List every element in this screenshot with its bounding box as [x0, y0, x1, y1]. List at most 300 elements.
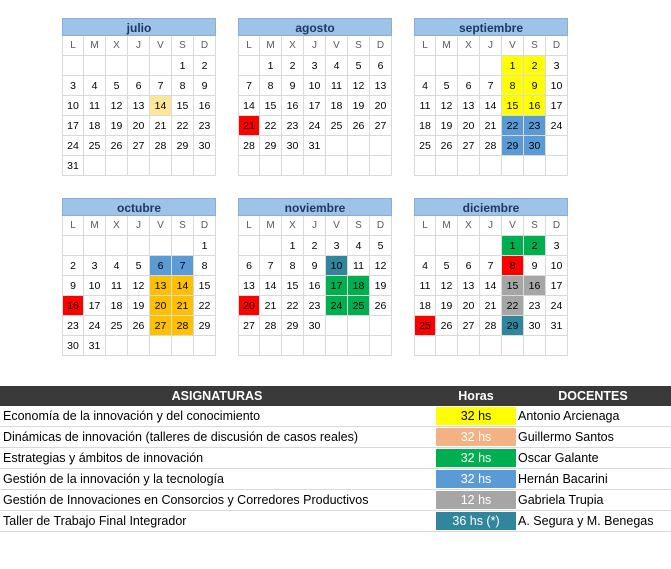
- day-cell: 20: [370, 96, 392, 116]
- day-cell: 28: [238, 136, 260, 156]
- empty-cell: [414, 156, 436, 176]
- empty-cell: [238, 156, 260, 176]
- day-cell: 21: [150, 116, 172, 136]
- day-cell: 13: [458, 276, 480, 296]
- day-cell: 13: [370, 76, 392, 96]
- day-cell: 11: [414, 96, 436, 116]
- empty-cell: [436, 236, 458, 256]
- day-cell: 22: [502, 296, 524, 316]
- weekday-header: L: [62, 36, 84, 56]
- day-cell: 5: [370, 236, 392, 256]
- weekday-header: M: [84, 36, 106, 56]
- empty-cell: [524, 156, 546, 176]
- day-cell: 6: [238, 256, 260, 276]
- empty-cell: [546, 156, 568, 176]
- day-cell: 6: [458, 76, 480, 96]
- day-cell: 2: [524, 236, 546, 256]
- day-cell: 24: [546, 116, 568, 136]
- day-cell: 17: [326, 276, 348, 296]
- day-cell: 30: [62, 336, 84, 356]
- weekday-header: M: [436, 216, 458, 236]
- day-cell: 23: [524, 296, 546, 316]
- weekday-header: L: [238, 216, 260, 236]
- month-noviembre: [238, 198, 392, 356]
- weekday-header: S: [524, 216, 546, 236]
- subject-row: [0, 469, 671, 490]
- empty-cell: [304, 336, 326, 356]
- day-cell: 27: [458, 316, 480, 336]
- day-cell: 26: [436, 136, 458, 156]
- day-cell: 8: [502, 76, 524, 96]
- day-cell: 25: [348, 296, 370, 316]
- empty-cell: [106, 236, 128, 256]
- empty-cell: [458, 336, 480, 356]
- header-subjects: ASIGNATURAS: [171, 389, 263, 403]
- day-cell: 25: [326, 116, 348, 136]
- day-cell: 31: [304, 136, 326, 156]
- day-cell: 30: [282, 136, 304, 156]
- day-cell: 29: [502, 316, 524, 336]
- empty-cell: [172, 156, 194, 176]
- weekday-header: L: [414, 216, 436, 236]
- month-title: noviembre: [238, 198, 392, 216]
- month-grid: [414, 216, 568, 356]
- day-cell: 19: [436, 116, 458, 136]
- day-cell: 19: [128, 296, 150, 316]
- weekday-header: V: [502, 216, 524, 236]
- day-cell: 4: [106, 256, 128, 276]
- day-cell: 8: [502, 256, 524, 276]
- empty-cell: [128, 56, 150, 76]
- subject-name: Dinámicas de innovación (talleres de discusión de casos reales): [3, 430, 359, 444]
- day-cell: 17: [62, 116, 84, 136]
- day-cell: 9: [62, 276, 84, 296]
- empty-cell: [370, 156, 392, 176]
- empty-cell: [128, 336, 150, 356]
- day-cell: 14: [480, 96, 502, 116]
- day-cell: 3: [326, 236, 348, 256]
- subject-hours: 32 hs: [436, 407, 516, 425]
- day-cell: 20: [238, 296, 260, 316]
- empty-cell: [458, 236, 480, 256]
- month-grid: [62, 216, 216, 356]
- weekday-header: S: [172, 36, 194, 56]
- day-cell: 9: [524, 76, 546, 96]
- empty-cell: [348, 136, 370, 156]
- day-cell: 15: [172, 96, 194, 116]
- month-grid: [238, 216, 392, 356]
- empty-cell: [304, 156, 326, 176]
- subject-teacher: A. Segura y M. Benegas: [518, 514, 654, 528]
- subject-name: Estrategias y ámbitos de innovación: [3, 451, 204, 465]
- weekday-header: S: [172, 216, 194, 236]
- day-cell: 13: [238, 276, 260, 296]
- empty-cell: [502, 156, 524, 176]
- weekday-header: D: [370, 36, 392, 56]
- empty-cell: [414, 236, 436, 256]
- day-cell: 24: [546, 296, 568, 316]
- weekday-header: M: [436, 36, 458, 56]
- day-cell: 29: [282, 316, 304, 336]
- day-cell: 7: [480, 256, 502, 276]
- day-cell: 4: [348, 236, 370, 256]
- month-octubre: [62, 198, 216, 356]
- day-cell: 22: [194, 296, 216, 316]
- day-cell: 14: [480, 276, 502, 296]
- subject-row: [0, 406, 671, 427]
- day-cell: 13: [128, 96, 150, 116]
- empty-cell: [414, 336, 436, 356]
- day-cell: 15: [260, 96, 282, 116]
- day-cell: 7: [480, 76, 502, 96]
- empty-cell: [106, 156, 128, 176]
- day-cell: 3: [62, 76, 84, 96]
- month-grid: [414, 36, 568, 176]
- empty-cell: [502, 336, 524, 356]
- empty-cell: [194, 156, 216, 176]
- subject-row: [0, 490, 671, 511]
- day-cell: 12: [436, 96, 458, 116]
- empty-cell: [260, 156, 282, 176]
- day-cell: 12: [436, 276, 458, 296]
- day-cell: 7: [150, 76, 172, 96]
- day-cell: 1: [260, 56, 282, 76]
- day-cell: 20: [458, 296, 480, 316]
- day-cell: 30: [194, 136, 216, 156]
- subject-name: Gestión de la innovación y la tecnología: [3, 472, 224, 486]
- empty-cell: [150, 56, 172, 76]
- subject-hours: 12 hs: [436, 491, 516, 509]
- empty-cell: [480, 336, 502, 356]
- weekday-header: X: [106, 36, 128, 56]
- weekday-header: L: [62, 216, 84, 236]
- day-cell: 29: [260, 136, 282, 156]
- day-cell: 23: [194, 116, 216, 136]
- empty-cell: [326, 316, 348, 336]
- empty-cell: [370, 316, 392, 336]
- day-cell: 12: [348, 76, 370, 96]
- month-title: julio: [62, 18, 216, 36]
- weekday-header: X: [458, 216, 480, 236]
- day-cell: 26: [348, 116, 370, 136]
- day-cell: 16: [524, 276, 546, 296]
- day-cell: 7: [260, 256, 282, 276]
- day-cell: 21: [260, 296, 282, 316]
- weekday-header: M: [260, 36, 282, 56]
- weekday-header: J: [304, 36, 326, 56]
- day-cell: 10: [546, 76, 568, 96]
- subject-name: Economía de la innovación y del conocimiento: [3, 409, 261, 423]
- day-cell: 1: [194, 236, 216, 256]
- subject-teacher: Hernán Bacarini: [518, 472, 608, 486]
- month-title: agosto: [238, 18, 392, 36]
- day-cell: 11: [106, 276, 128, 296]
- day-cell: 29: [172, 136, 194, 156]
- weekday-header: V: [150, 216, 172, 236]
- empty-cell: [458, 56, 480, 76]
- weekday-header: J: [128, 216, 150, 236]
- day-cell: 28: [260, 316, 282, 336]
- month-grid: [62, 36, 216, 176]
- day-cell: 4: [84, 76, 106, 96]
- month-agosto: [238, 18, 392, 176]
- day-cell: 19: [436, 296, 458, 316]
- weekday-header: M: [84, 216, 106, 236]
- empty-cell: [326, 156, 348, 176]
- day-cell: 23: [62, 316, 84, 336]
- day-cell: 20: [150, 296, 172, 316]
- day-cell: 27: [128, 136, 150, 156]
- day-cell: 29: [502, 136, 524, 156]
- day-cell: 12: [370, 256, 392, 276]
- empty-cell: [128, 156, 150, 176]
- day-cell: 11: [84, 96, 106, 116]
- day-cell: 15: [282, 276, 304, 296]
- day-cell: 4: [326, 56, 348, 76]
- header-hours: Horas: [458, 389, 494, 403]
- day-cell: 15: [194, 276, 216, 296]
- subject-row: [0, 511, 671, 532]
- day-cell: 24: [326, 296, 348, 316]
- day-cell: 9: [194, 76, 216, 96]
- subject-row: [0, 427, 671, 448]
- day-cell: 5: [436, 256, 458, 276]
- subjects-table: [0, 386, 671, 532]
- day-cell: 10: [84, 276, 106, 296]
- month-title: octubre: [62, 198, 216, 216]
- day-cell: 5: [106, 76, 128, 96]
- subject-hours: 32 hs: [436, 449, 516, 467]
- day-cell: 20: [458, 116, 480, 136]
- weekday-header: J: [480, 36, 502, 56]
- day-cell: 29: [194, 316, 216, 336]
- weekday-header: J: [128, 36, 150, 56]
- day-cell: 19: [348, 96, 370, 116]
- day-cell: 18: [414, 296, 436, 316]
- day-cell: 9: [282, 76, 304, 96]
- day-cell: 22: [282, 296, 304, 316]
- weekday-header: D: [194, 216, 216, 236]
- day-cell: 18: [106, 296, 128, 316]
- month-title: septiembre: [414, 18, 568, 36]
- day-cell: 17: [304, 96, 326, 116]
- day-cell: 23: [524, 116, 546, 136]
- day-cell: 27: [370, 116, 392, 136]
- empty-cell: [326, 136, 348, 156]
- empty-cell: [348, 336, 370, 356]
- weekday-header: L: [414, 36, 436, 56]
- day-cell: 12: [128, 276, 150, 296]
- day-cell: 10: [62, 96, 84, 116]
- month-diciembre: [414, 198, 568, 356]
- day-cell: 1: [282, 236, 304, 256]
- weekday-header: X: [282, 216, 304, 236]
- day-cell: 14: [150, 96, 172, 116]
- day-cell: 3: [546, 56, 568, 76]
- empty-cell: [458, 156, 480, 176]
- weekday-header: J: [304, 216, 326, 236]
- day-cell: 14: [238, 96, 260, 116]
- empty-cell: [436, 336, 458, 356]
- day-cell: 9: [304, 256, 326, 276]
- day-cell: 10: [546, 256, 568, 276]
- day-cell: 26: [128, 316, 150, 336]
- subject-hours: 32 hs: [436, 470, 516, 488]
- day-cell: 8: [260, 76, 282, 96]
- subject-hours: 32 hs: [436, 428, 516, 446]
- day-cell: 1: [502, 56, 524, 76]
- empty-cell: [524, 336, 546, 356]
- empty-cell: [436, 156, 458, 176]
- day-cell: 21: [172, 296, 194, 316]
- empty-cell: [194, 336, 216, 356]
- empty-cell: [546, 336, 568, 356]
- weekday-header: S: [524, 36, 546, 56]
- day-cell: 22: [260, 116, 282, 136]
- day-cell: 5: [348, 56, 370, 76]
- day-cell: 31: [84, 336, 106, 356]
- day-cell: 17: [84, 296, 106, 316]
- day-cell: 3: [546, 236, 568, 256]
- empty-cell: [172, 336, 194, 356]
- day-cell: 16: [524, 96, 546, 116]
- subject-teacher: Gabriela Trupia: [518, 493, 604, 507]
- day-cell: 18: [414, 116, 436, 136]
- day-cell: 30: [304, 316, 326, 336]
- day-cell: 20: [128, 116, 150, 136]
- month-julio: [62, 18, 216, 176]
- day-cell: 17: [546, 276, 568, 296]
- day-cell: 1: [172, 56, 194, 76]
- day-cell: 30: [524, 316, 546, 336]
- day-cell: 15: [502, 276, 524, 296]
- subject-name: Taller de Trabajo Final Integrador: [3, 514, 187, 528]
- day-cell: 22: [502, 116, 524, 136]
- empty-cell: [172, 236, 194, 256]
- day-cell: 9: [524, 256, 546, 276]
- empty-cell: [260, 236, 282, 256]
- day-cell: 18: [84, 116, 106, 136]
- day-cell: 28: [172, 316, 194, 336]
- day-cell: 27: [238, 316, 260, 336]
- day-cell: 25: [106, 316, 128, 336]
- day-cell: 31: [546, 316, 568, 336]
- day-cell: 19: [106, 116, 128, 136]
- weekday-header: M: [260, 216, 282, 236]
- weekday-header: D: [546, 216, 568, 236]
- empty-cell: [106, 56, 128, 76]
- subject-hours: 36 hs (*): [436, 512, 516, 530]
- day-cell: 1: [502, 236, 524, 256]
- empty-cell: [62, 236, 84, 256]
- day-cell: 6: [370, 56, 392, 76]
- day-cell: 21: [480, 116, 502, 136]
- empty-cell: [62, 56, 84, 76]
- weekday-header: V: [326, 216, 348, 236]
- weekday-header: L: [238, 36, 260, 56]
- day-cell: 7: [172, 256, 194, 276]
- day-cell: 8: [172, 76, 194, 96]
- weekday-header: J: [480, 216, 502, 236]
- month-grid: [238, 36, 392, 176]
- day-cell: 16: [304, 276, 326, 296]
- day-cell: 6: [458, 256, 480, 276]
- subject-teacher: Guillermo Santos: [518, 430, 614, 444]
- empty-cell: [84, 56, 106, 76]
- empty-cell: [150, 156, 172, 176]
- day-cell: 7: [238, 76, 260, 96]
- weekday-header: V: [502, 36, 524, 56]
- day-cell: 5: [128, 256, 150, 276]
- empty-cell: [480, 56, 502, 76]
- weekday-header: D: [194, 36, 216, 56]
- day-cell: 10: [304, 76, 326, 96]
- day-cell: 31: [62, 156, 84, 176]
- subject-name: Gestión de Innovaciones en Consorcios y Corredores Productivos: [3, 493, 369, 507]
- day-cell: 12: [106, 96, 128, 116]
- day-cell: 28: [480, 316, 502, 336]
- subject-teacher: Antonio Arcienaga: [518, 409, 620, 423]
- day-cell: 6: [128, 76, 150, 96]
- day-cell: 11: [326, 76, 348, 96]
- day-cell: 24: [62, 136, 84, 156]
- weekday-header: X: [458, 36, 480, 56]
- day-cell: 26: [436, 316, 458, 336]
- weekday-header: D: [546, 36, 568, 56]
- weekday-header: V: [150, 36, 172, 56]
- day-cell: 13: [150, 276, 172, 296]
- empty-cell: [282, 336, 304, 356]
- weekday-header: S: [348, 216, 370, 236]
- day-cell: 18: [348, 276, 370, 296]
- empty-cell: [260, 336, 282, 356]
- day-cell: 14: [172, 276, 194, 296]
- empty-cell: [348, 316, 370, 336]
- empty-cell: [480, 156, 502, 176]
- empty-cell: [480, 236, 502, 256]
- empty-cell: [238, 236, 260, 256]
- day-cell: 25: [414, 316, 436, 336]
- day-cell: 27: [458, 136, 480, 156]
- empty-cell: [84, 236, 106, 256]
- day-cell: 6: [150, 256, 172, 276]
- day-cell: 23: [282, 116, 304, 136]
- day-cell: 23: [304, 296, 326, 316]
- weekday-header: D: [370, 216, 392, 236]
- empty-cell: [128, 236, 150, 256]
- empty-cell: [414, 56, 436, 76]
- month-septiembre: [414, 18, 568, 176]
- day-cell: 22: [172, 116, 194, 136]
- day-cell: 2: [194, 56, 216, 76]
- day-cell: 28: [480, 136, 502, 156]
- day-cell: 2: [304, 236, 326, 256]
- empty-cell: [436, 56, 458, 76]
- day-cell: 30: [524, 136, 546, 156]
- subject-teacher: Oscar Galante: [518, 451, 599, 465]
- day-cell: 19: [370, 276, 392, 296]
- day-cell: 10: [326, 256, 348, 276]
- empty-cell: [370, 336, 392, 356]
- empty-cell: [282, 156, 304, 176]
- day-cell: 27: [150, 316, 172, 336]
- day-cell: 25: [414, 136, 436, 156]
- day-cell: 24: [84, 316, 106, 336]
- month-title: diciembre: [414, 198, 568, 216]
- day-cell: 14: [260, 276, 282, 296]
- empty-cell: [106, 336, 128, 356]
- day-cell: 2: [524, 56, 546, 76]
